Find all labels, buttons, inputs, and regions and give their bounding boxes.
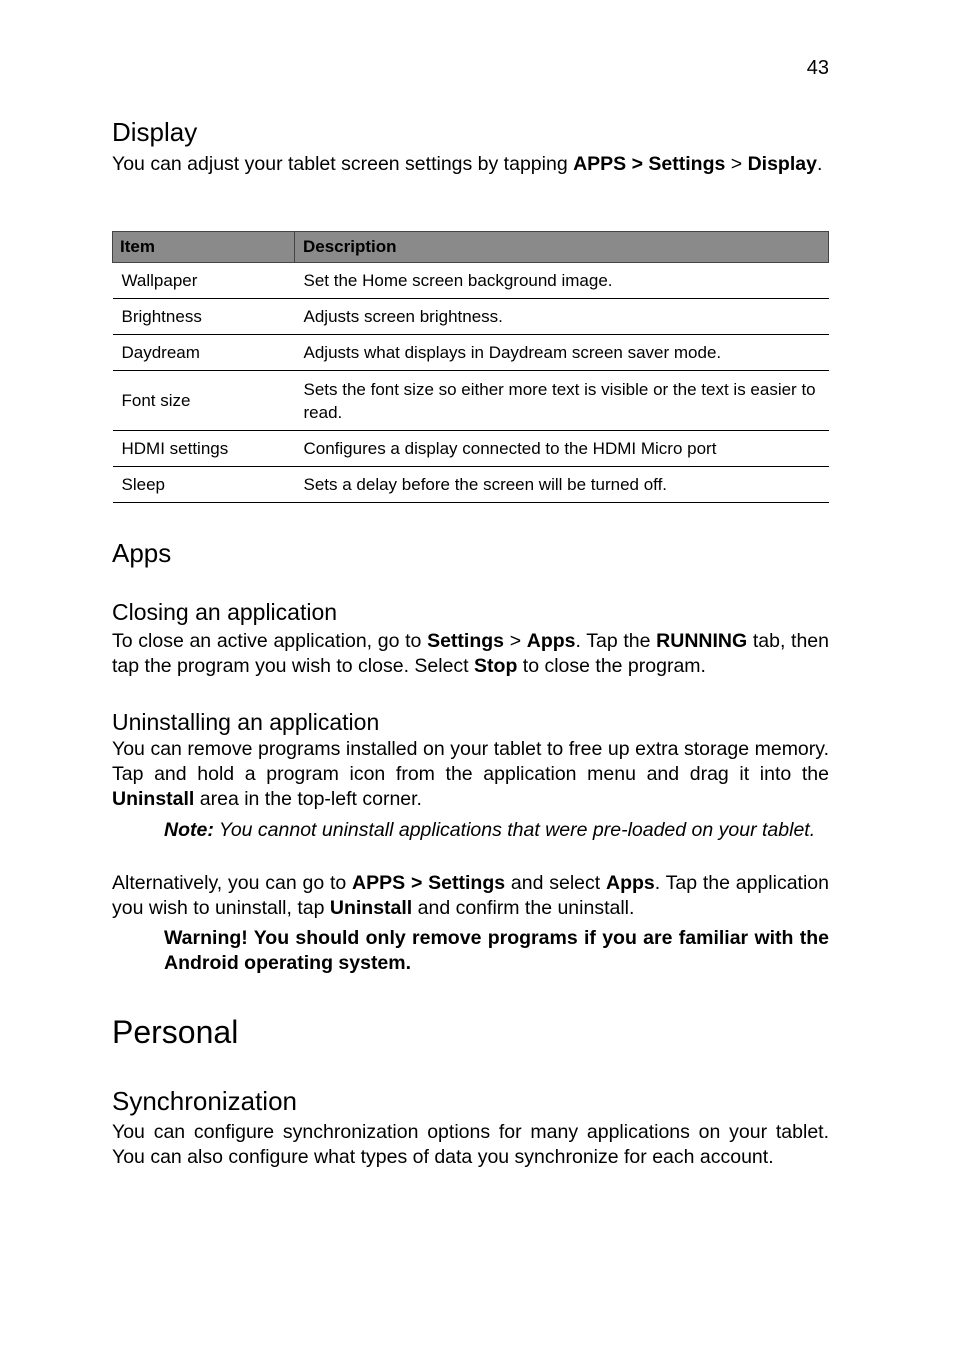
display-intro bbox=[112, 152, 829, 177]
apps-heading: Apps bbox=[112, 538, 172, 568]
bold-text: RUNNING bbox=[656, 630, 748, 652]
bold-text: APPS > Settings bbox=[573, 153, 726, 175]
synchronization-text: You can configure synchronization options for many applications on your tablet. You can also configure what types of data you synchronize for each account. bbox=[112, 1121, 829, 1168]
text-run: tab, then tap the program you wish to close. Select bbox=[112, 630, 829, 677]
text-run: to close the program. bbox=[517, 655, 706, 677]
table-row bbox=[113, 467, 829, 503]
table-cell-item: Sleep bbox=[113, 467, 295, 503]
text-run: > bbox=[504, 630, 527, 652]
table-cell-item: Daydream bbox=[113, 335, 295, 371]
table-row bbox=[113, 431, 829, 467]
table-cell-item: Font size bbox=[113, 371, 295, 431]
text-run: Alternatively, you can go to bbox=[112, 872, 353, 894]
table-row bbox=[113, 299, 829, 335]
bold-text: Settings bbox=[427, 630, 505, 652]
bold-text: Uninstall bbox=[329, 897, 413, 919]
text-run: area in the top-left corner. bbox=[194, 788, 422, 810]
bold-text: Apps bbox=[526, 630, 576, 652]
bold-text: APPS > Settings bbox=[352, 872, 506, 894]
table-header-description: Description bbox=[295, 232, 829, 263]
text-run: To close an active application, go to bbox=[112, 630, 428, 652]
table-row bbox=[113, 335, 829, 371]
uninstalling-app-heading: Uninstalling an application bbox=[112, 709, 380, 735]
personal-heading: Personal bbox=[112, 1014, 239, 1050]
table-row bbox=[113, 371, 829, 431]
text-run: . Tap the application you wish to uninstall, tap bbox=[112, 872, 829, 919]
display-heading: Display bbox=[112, 117, 198, 147]
bold-text: Apps bbox=[605, 872, 655, 894]
note-label: Note: bbox=[164, 819, 214, 841]
note-paragraph bbox=[112, 818, 829, 843]
text-run: > bbox=[725, 153, 748, 175]
table-cell-description: Sets a delay before the screen will be turned off. bbox=[295, 467, 829, 503]
text-run: and confirm the uninstall. bbox=[412, 897, 635, 919]
table-header-item: Item bbox=[113, 232, 295, 263]
bold-text: Stop bbox=[474, 655, 518, 677]
table-row bbox=[113, 263, 829, 299]
uninstalling-app-text bbox=[112, 737, 829, 812]
text-run: You can remove programs installed on your tablet to free up extra storage memory. Tap and hold a program icon from the application menu and drag it into the bbox=[112, 738, 829, 785]
table-cell-item: Wallpaper bbox=[113, 263, 295, 299]
text-run: . Tap the bbox=[575, 630, 657, 652]
table-cell-description: Configures a display connected to the HDMI Micro port bbox=[295, 431, 829, 467]
text-run: You can adjust your tablet screen settings by tapping bbox=[112, 153, 574, 175]
closing-app-heading: Closing an application bbox=[112, 599, 338, 625]
closing-app-text bbox=[112, 629, 829, 679]
table-cell-item: HDMI settings bbox=[113, 431, 295, 467]
bold-text: Display bbox=[747, 153, 817, 175]
note-text: You cannot uninstall applications that were pre-loaded on your tablet. bbox=[213, 819, 816, 841]
page-number: 43 bbox=[806, 57, 829, 79]
text-run: and select bbox=[505, 872, 606, 894]
table-cell-description: Adjusts screen brightness. bbox=[295, 299, 829, 335]
table-cell-description: Set the Home screen background image. bbox=[295, 263, 829, 299]
table-header-row bbox=[113, 232, 829, 263]
alternative-text bbox=[112, 871, 829, 921]
warning-paragraph: Warning! You should only remove programs if you are familiar with the Android operating system. bbox=[164, 927, 829, 974]
bold-text: Uninstall bbox=[112, 788, 195, 810]
table-cell-description: Adjusts what displays in Daydream screen saver mode. bbox=[295, 335, 829, 371]
table-cell-description: Sets the font size so either more text is visible or the text is easier to read. bbox=[295, 371, 829, 431]
text-run: . bbox=[816, 153, 823, 175]
table-cell-item: Brightness bbox=[113, 299, 295, 335]
display-settings-table bbox=[112, 231, 829, 503]
synchronization-heading: Synchronization bbox=[112, 1086, 297, 1116]
